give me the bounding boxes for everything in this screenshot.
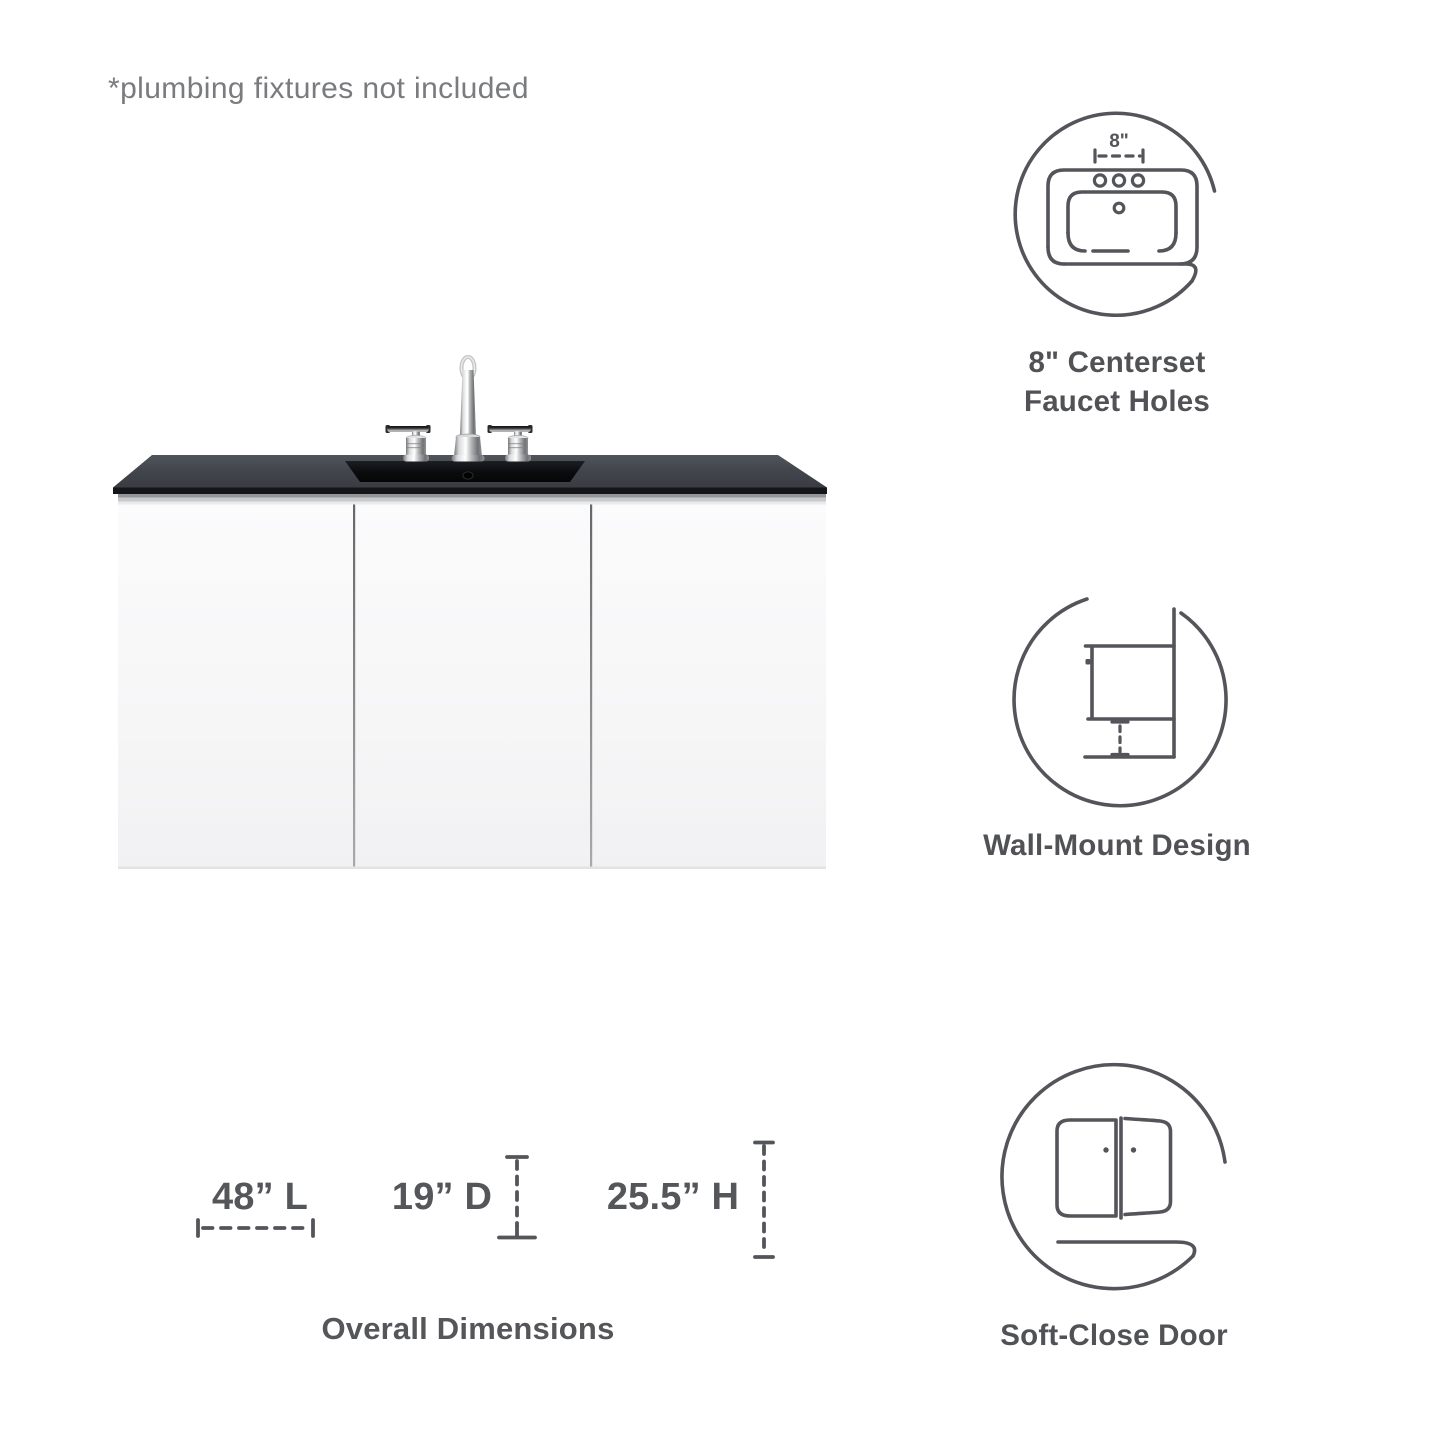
depth-measure-line: [499, 1157, 535, 1238]
drain-hole: [463, 472, 473, 479]
feature-label-faucet-holes: [967, 343, 1267, 421]
feature-label-wall-mount: Wall-Mount Design: [983, 829, 1251, 862]
faucet-holes-icon: [990, 100, 1230, 335]
mount-knob-dot: [1086, 659, 1091, 665]
overall-dimensions-caption: Overall Dimensions: [321, 1311, 615, 1346]
wall-mount-icon: [1000, 580, 1240, 820]
dimension-lines: [150, 1130, 830, 1280]
faucet: [386, 357, 533, 462]
door-knob-left: [1103, 1147, 1108, 1152]
vanity-product-image: [100, 340, 840, 880]
centerset-measure-label: 8": [1109, 131, 1129, 152]
soft-close-door-icon: [1000, 1060, 1240, 1300]
length-measure-line: [198, 1220, 313, 1236]
dimension-length: 48” L: [211, 1176, 309, 1218]
height-measure-line: [755, 1143, 773, 1258]
disclaimer-text: *plumbing fixtures not included: [108, 72, 529, 105]
dimension-depth: 19” D: [391, 1176, 493, 1218]
sink-basin: [345, 461, 585, 482]
cabinet: [118, 494, 826, 869]
feature-label-soft-close: Soft-Close Door: [1000, 1319, 1228, 1352]
feature-label-line1: 8" Centerset: [1028, 346, 1206, 379]
door-seam-left: [353, 505, 355, 868]
feature-label-line2: Faucet Holes: [1023, 385, 1210, 418]
door-seam-right: [590, 505, 592, 868]
dimension-height: 25.5” H: [606, 1176, 740, 1218]
door-knob-right: [1131, 1147, 1136, 1152]
cabinet-doors: [118, 505, 826, 870]
